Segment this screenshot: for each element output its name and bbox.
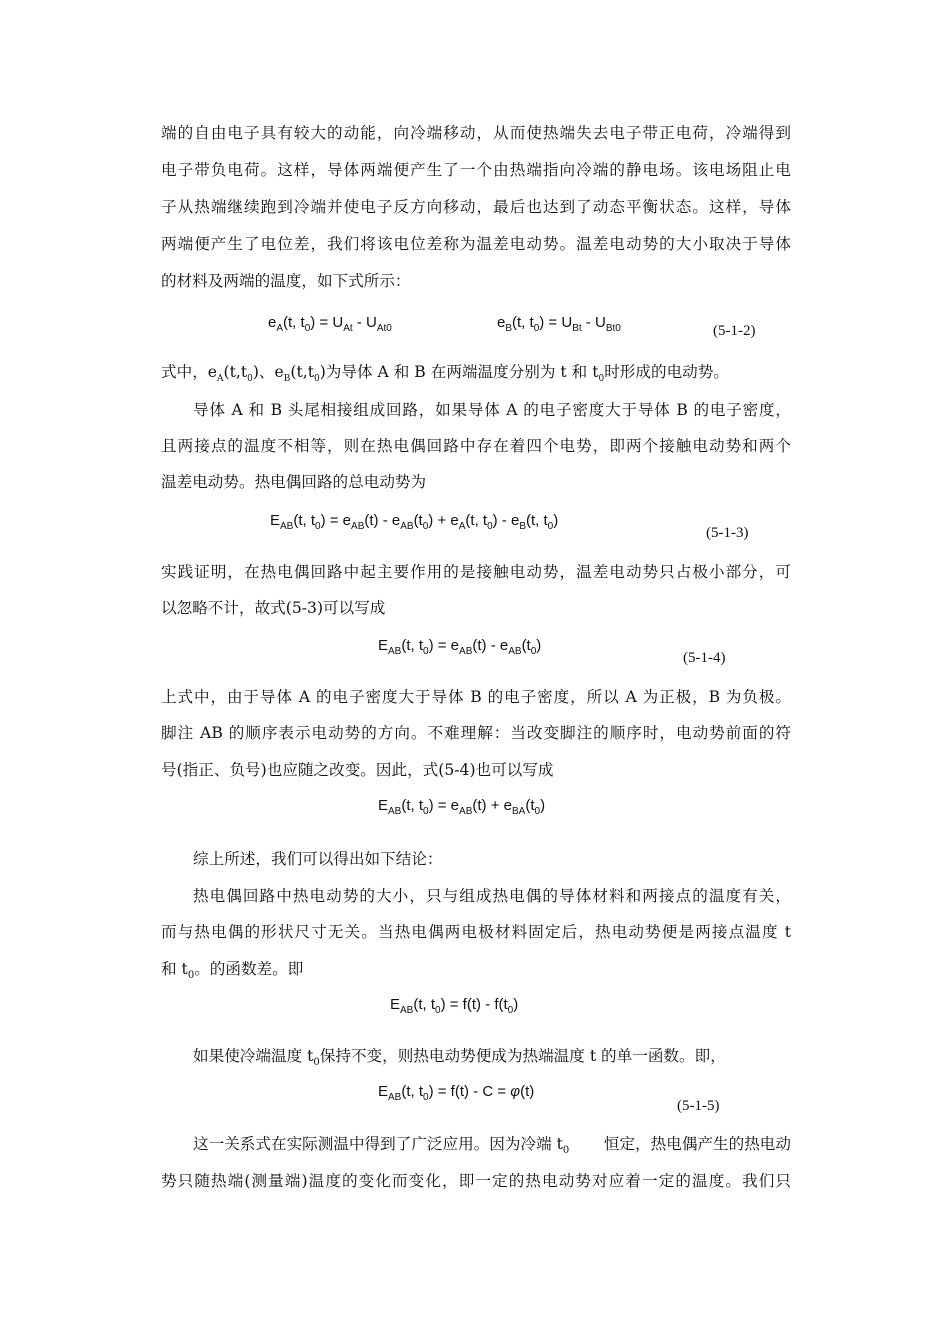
text-line: 两端便产生了电位差，我们将该电位差称为温差电动势。温差电动势的大小取决于导体 bbox=[161, 235, 791, 253]
text-line: 脚注 AB 的顺序表示电动势的方向。不难理解：当改变脚注的顺序时，电动势前面的符 bbox=[161, 724, 791, 742]
equation-difference: $E_{AB}(t$, $t_0) = f(t) - f(t_0)$ bbox=[390, 996, 519, 1016]
text-line: 式中，$e_A(t,t_0)$、$e_B(t,t_0)$为导体 A 和 B 在两端温度分别为 t 和 $t_0$时形成的电动势。 bbox=[161, 363, 729, 384]
text-line: 且两接点的温度不相等，则在热电偶回路中存在着四个电势，即两个接触电动势和两个 bbox=[161, 437, 791, 455]
text-line: 热电偶回路中热电动势的大小，只与组成热电偶的导体材料和两接点的温度有关， bbox=[193, 887, 791, 905]
text-line: 综上所述，我们可以得出如下结论： bbox=[193, 850, 443, 868]
equation-single-function: $E_{AB}(t$, $t_0) = f(t) - C = \varphi(t)$ bbox=[378, 1083, 535, 1103]
text-line: 的材料及两端的温度，如下式所示： bbox=[161, 272, 411, 290]
equation-eB: $e_B(t$, $t_0) = U_{Bt} - U_{Bt0}$ bbox=[497, 314, 621, 334]
equation-eA: $e_A(t$, $t_0) = U_{At} - U_{At0}$ bbox=[268, 314, 392, 334]
text-line: 这一关系式在实际测温中得到了广泛应用。因为冷端 $t_0$ 恒定，热电偶产生的热电动 bbox=[193, 1135, 791, 1156]
text-line: 实践证明，在热电偶回路中起主要作用的是接触电动势，温差电动势只占极小部分，可 bbox=[161, 563, 791, 581]
text-line: 势只随热端(测量端)温度的变化而变化，即一定的热电动势对应着一定的温度。我们只 bbox=[161, 1172, 791, 1190]
text-line: 号(指正、负号)也应随之改变。因此，式(5-4)也可以写成 bbox=[161, 761, 554, 779]
text-line: 端的自由电子具有较大的动能，向冷端移动，从而使热端失去电子带正电荷，冷端得到 bbox=[161, 124, 791, 142]
text-line: 导体 A 和 B 头尾相接组成回路，如果导体 A 的电子密度大于导体 B 的电子密度， bbox=[193, 401, 791, 419]
equation-simplified: $E_{AB}(t$, $t_0) = e_{AB}(t) - e_{AB}(t_0)$ bbox=[378, 637, 542, 657]
text-line: 以忽略不计，故式(5-3)可以写成 bbox=[161, 599, 386, 617]
text-line: 电子带负电荷。这样，导体两端便产生了一个由热端指向冷端的静电场。该电场阻止电 bbox=[161, 161, 791, 179]
text-line: 和 $t_0$。的函数差。即 bbox=[161, 960, 304, 981]
text-line: 如果使冷端温度 $t_0$保持不变，则热电动势便成为热端温度 t 的单一函数。即， bbox=[193, 1047, 726, 1068]
text-line: 温差电动势。热电偶回路的总电动势为 bbox=[161, 473, 427, 491]
equation-reversed: $E_{AB}(t$, $t_0) = e_{AB}(t) + e_{BA}(t_0)$ bbox=[378, 797, 546, 817]
text-line: 而与热电偶的形状尺寸无关。当热电偶两电极材料固定后，热电动势便是两接点温度 t bbox=[161, 923, 791, 941]
text-line: 子从热端继续跑到冷端并使电子反方向移动，最后也达到了动态平衡状态。这样，导体 bbox=[161, 198, 791, 216]
equation-number: (5-1-2) bbox=[713, 323, 756, 339]
equation-number: (5-1-4) bbox=[683, 650, 726, 666]
equation-number: (5-1-5) bbox=[677, 1098, 720, 1114]
equation-total-emf: $E_{AB}(t$, $t_0) = e_{AB}(t) - e_{AB}(t_0) + e_A(t$, $t_0) - e_B(t$, $t_0$) bbox=[270, 512, 559, 532]
text-line: 上式中，由于导体 A 的电子密度大于导体 B 的电子密度，所以 A 为正极，B 为负极。 bbox=[161, 688, 791, 706]
equation-number: (5-1-3) bbox=[706, 525, 749, 541]
